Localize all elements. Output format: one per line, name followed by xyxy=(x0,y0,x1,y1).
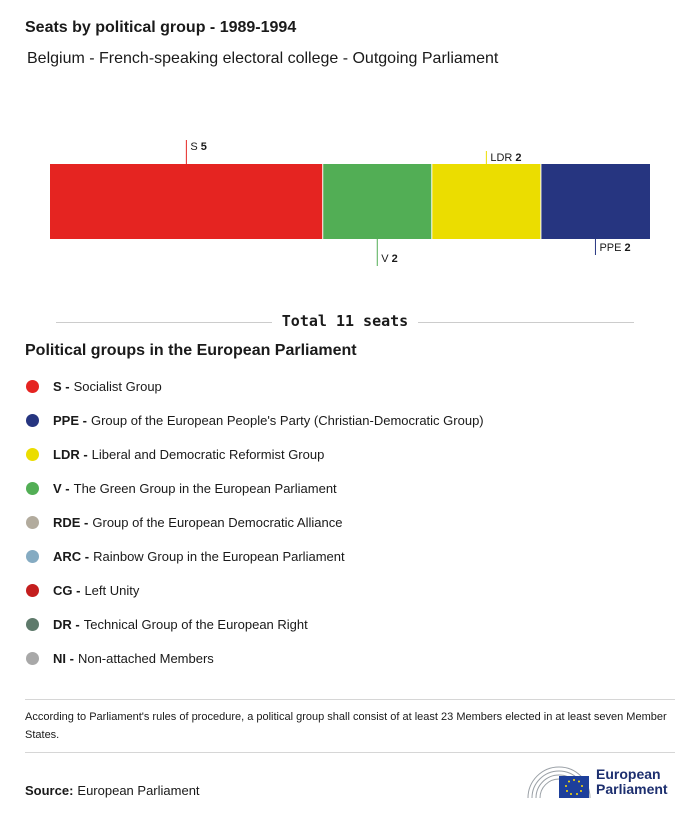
hemicycle-icon xyxy=(526,762,592,800)
legend-swatch-icon xyxy=(26,516,39,529)
legend-code: ARC - xyxy=(53,548,90,564)
data-label-value: 2 xyxy=(624,242,631,254)
legend-swatch-icon xyxy=(26,414,39,427)
legend-code: RDE - xyxy=(53,514,89,530)
chart-subtitle: Belgium - French-speaking electoral college - Outgoing Parliament xyxy=(27,50,499,67)
data-label-s xyxy=(190,141,207,153)
data-label-ldr xyxy=(490,152,521,164)
logo-text-line1: European xyxy=(596,766,661,782)
legend-swatch-icon xyxy=(26,448,39,461)
legend-title: Political groups in the European Parliament xyxy=(25,342,357,359)
legend-swatch-icon xyxy=(26,380,39,393)
legend-code: CG - xyxy=(53,582,81,598)
data-label-category: V xyxy=(381,253,392,265)
legend-swatch-icon xyxy=(26,550,39,563)
legend-label: Left Unity xyxy=(84,582,140,598)
bar-segment-ldr xyxy=(432,164,541,239)
total-seats-label: Total 11 seats xyxy=(272,312,418,330)
legend-code: PPE - xyxy=(53,412,87,428)
bar-segment-s xyxy=(50,164,323,239)
legend-item xyxy=(25,403,484,437)
total-seats xyxy=(56,312,634,332)
legend-item xyxy=(25,369,484,403)
legend-label: Group of the European People's Party (Christian-Democratic Group) xyxy=(90,412,484,428)
source-value: European Parliament xyxy=(77,783,200,798)
legend-item xyxy=(25,539,484,573)
bar-segment-ppe xyxy=(541,164,650,239)
logo-text-line2: Parliament xyxy=(596,781,668,797)
data-label-value: 2 xyxy=(515,152,522,164)
bar-segment-v xyxy=(323,164,432,239)
data-label-value: 2 xyxy=(391,253,398,265)
divider xyxy=(25,699,675,700)
legend-swatch-icon xyxy=(26,584,39,597)
legend-list xyxy=(25,369,484,675)
legend-swatch-icon xyxy=(26,618,39,631)
legend-code: V - xyxy=(53,480,70,496)
legend-swatch-icon xyxy=(26,482,39,495)
legend-label: Rainbow Group in the European Parliament xyxy=(93,548,345,564)
legend-label: Technical Group of the European Right xyxy=(83,616,308,632)
data-label-category: S xyxy=(190,141,201,153)
data-label-ppe xyxy=(599,242,630,254)
divider xyxy=(25,752,675,753)
legend-swatch-icon xyxy=(26,652,39,665)
european-parliament-logo xyxy=(526,762,676,800)
legend-code: LDR - xyxy=(53,446,88,462)
data-label-v xyxy=(381,253,398,265)
legend-item xyxy=(25,437,484,471)
chart-title: Seats by political group - 1989-1994 xyxy=(25,19,297,36)
legend-code: NI - xyxy=(53,650,74,666)
footnote: According to Parliament's rules of procedure, a political group shall consist of at least 23 Members elected in at least seven Member States. xyxy=(25,711,667,741)
legend-item xyxy=(25,607,484,641)
source-label: Source: xyxy=(25,783,74,798)
data-label-category: PPE xyxy=(599,242,625,254)
legend-label: Socialist Group xyxy=(73,378,162,394)
data-label-category: LDR xyxy=(490,152,516,164)
legend-label: Liberal and Democratic Reformist Group xyxy=(91,446,325,462)
legend-code: S - xyxy=(53,378,70,394)
legend-item xyxy=(25,573,484,607)
legend-code: DR - xyxy=(53,616,80,632)
legend-label: The Green Group in the European Parliament xyxy=(73,480,337,496)
legend-item xyxy=(25,641,484,675)
seat-bar-chart xyxy=(0,120,700,280)
legend-item xyxy=(25,471,484,505)
source-credit xyxy=(25,783,200,798)
legend-item xyxy=(25,505,484,539)
data-label-value: 5 xyxy=(200,141,207,153)
legend-label: Group of the European Democratic Alliance xyxy=(92,514,343,530)
legend-label: Non-attached Members xyxy=(77,650,214,666)
